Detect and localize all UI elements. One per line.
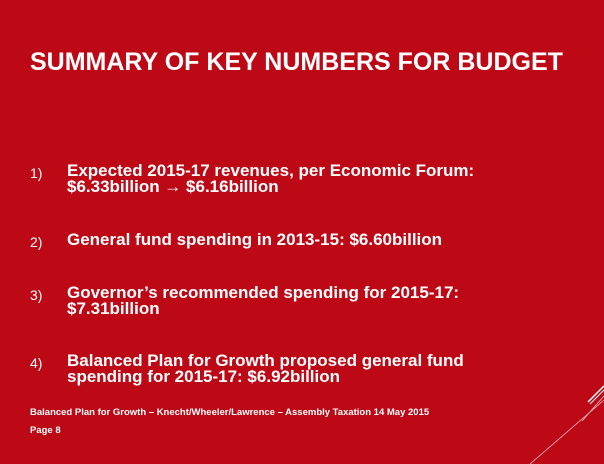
item-text: General fund spending in 2013-15: $6.60billion — [67, 230, 443, 249]
item-number: 1) — [30, 165, 43, 181]
item-number: 3) — [30, 287, 43, 303]
item-text: Balanced Plan for Growth proposed general fund — [67, 351, 464, 370]
item-text: $7.31billion — [67, 299, 160, 318]
page-number: Page 8 — [30, 425, 61, 436]
item-text: $6.33billion → $6.16billion — [67, 177, 279, 196]
item-text: spending for 2015-17: $6.92billion — [67, 367, 341, 386]
footer-text: Balanced Plan for Growth – Knecht/Wheeler/Lawrence – Assembly Taxation 14 May 2015 — [30, 407, 430, 418]
deco-line — [588, 386, 604, 402]
deco-line — [530, 400, 604, 464]
item-number: 4) — [30, 355, 43, 371]
slide-title: SUMMARY OF KEY NUMBERS FOR BUDGET — [30, 48, 563, 76]
item-text: Expected 2015-17 revenues, per Economic Forum: — [67, 161, 475, 180]
item-text: Governor’s recommended spending for 2015-17: — [67, 283, 460, 302]
item-number: 2) — [30, 234, 43, 250]
deco-line — [582, 396, 604, 421]
